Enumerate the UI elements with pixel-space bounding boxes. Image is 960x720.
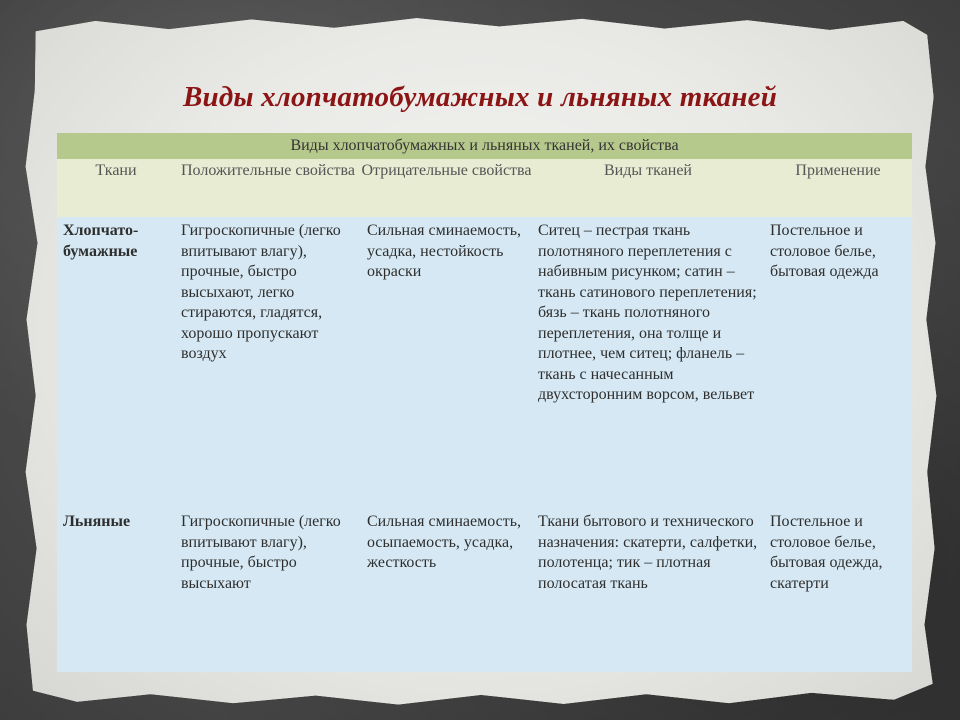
table-header-row [57, 159, 912, 217]
header-application: Применение [764, 159, 912, 217]
header-positive-properties: Положительные свойства [175, 159, 361, 217]
cell-fabric-kinds: Ситец – пестрая ткань полотняного переплетения с набивным рисунком; сатин – ткань сатинового переплетения; бязь – ткань полотняного переплетения, она толще и плотнее, чем ситец; фланель – ткань с начесанным двухсторонним ворсом, вельвет [532, 217, 764, 508]
cell-fabric-kinds: Ткани бытового и технического назначения: скатерти, салфетки, полотенца; тик – плотная полосатая ткань [532, 508, 764, 672]
cell-negative-properties: Сильная сминаемость, усадка, нестойкость окраски [361, 217, 532, 508]
header-fabrics: Ткани [57, 159, 175, 217]
cell-fabric-name: Хлопчато-бумажные [57, 217, 175, 508]
cell-negative-properties: Сильная сминаемость, осыпаемость, усадка, жесткость [361, 508, 532, 672]
header-negative-properties: Отрицательные свойства [361, 159, 532, 217]
properties-table [57, 133, 912, 672]
cell-positive-properties: Гигроскопичные (легко впитывают влагу), прочные, быстро высыхают [175, 508, 361, 672]
cell-fabric-name: Льняные [57, 508, 175, 672]
page-title: Виды хлопчатобумажных и льняных тканей [182, 81, 778, 114]
cell-application: Постельное и столовое белье, бытовая одежда [764, 217, 912, 508]
properties-table-container [57, 133, 912, 662]
header-fabric-kinds: Виды тканей [532, 159, 764, 217]
cell-application: Постельное и столовое белье, бытовая одежда, скатерти [764, 508, 912, 672]
table-caption: Виды хлопчатобумажных и льняных тканей, их свойства [57, 133, 912, 159]
table-row-linen [57, 508, 912, 672]
cell-positive-properties: Гигроскопичные (легко впитывают влагу), прочные, быстро высыхают, легко стираются, гладятся, хорошо пропускают воздух [175, 217, 361, 508]
table-caption-row [57, 133, 912, 159]
table-row-cotton [57, 217, 912, 508]
